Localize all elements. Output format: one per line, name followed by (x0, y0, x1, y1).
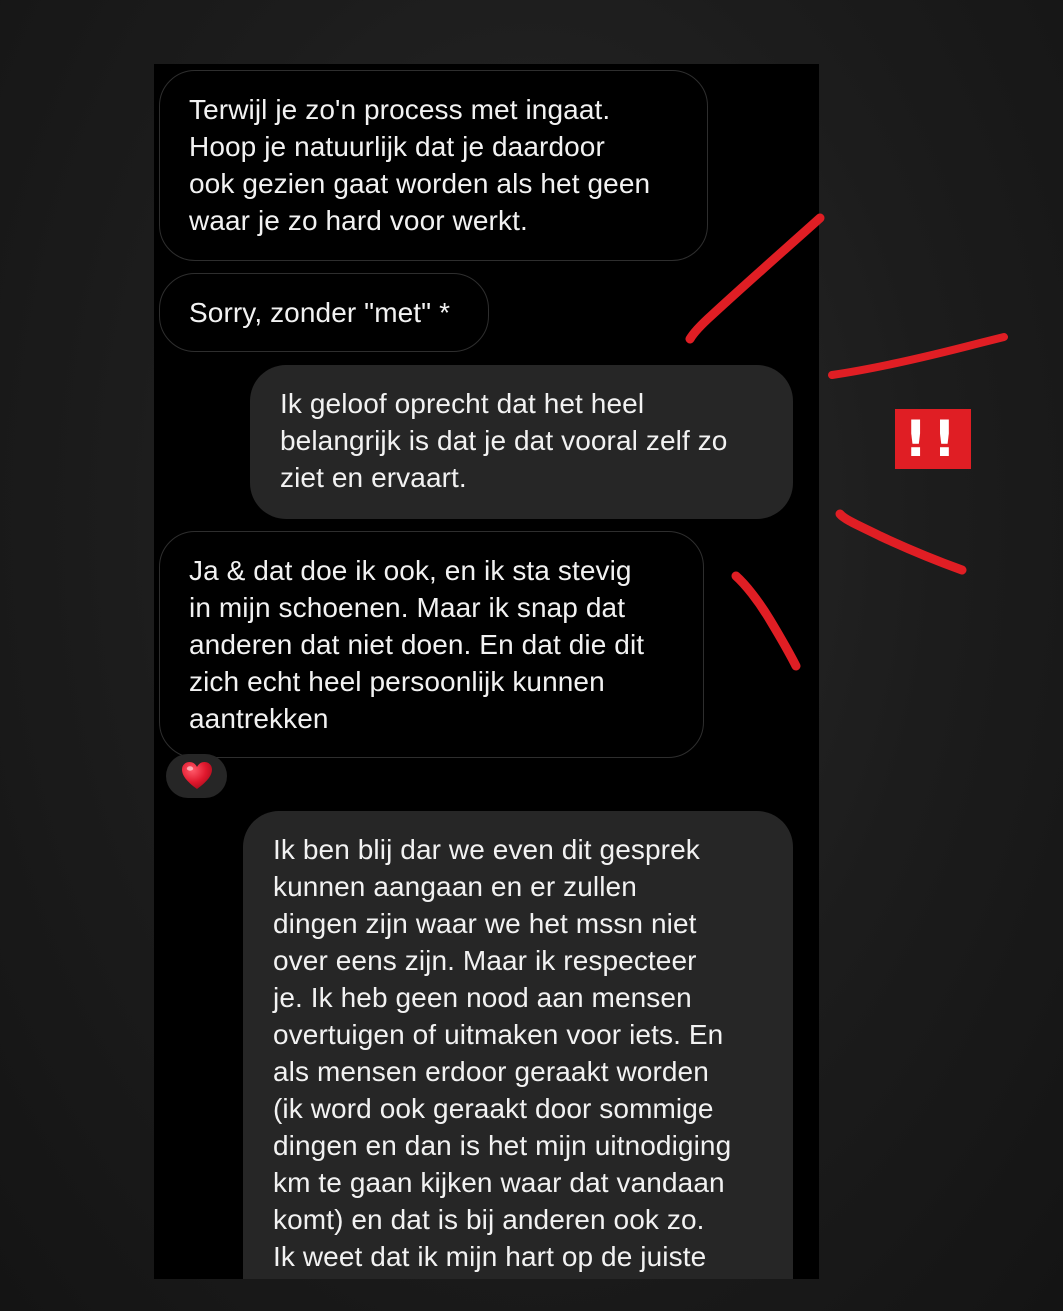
message-bubble-received[interactable]: Ja & dat doe ik ook, en ik sta stevig in mijn schoenen. Maar ik snap dat anderen dat niet doen. En dat die dit zich echt heel persoonlijk kunnen aantrekken (159, 531, 704, 758)
message-bubble-sent[interactable]: Ik geloof oprecht dat het heel belangrijk is dat je dat vooral zelf zo ziet en ervaart. (250, 365, 793, 519)
chat-screenshot (154, 64, 819, 1279)
heart-icon (181, 761, 213, 791)
alert-badge: !! (895, 409, 971, 469)
message-bubble-sent[interactable]: Ik ben blij dar we even dit gesprek kunnen aangaan en er zullen dingen zijn waar we het mssn niet over eens zijn. Maar ik respecteer je. Ik heb geen nood aan mensen overtuigen of uitmaken voor iets. En als mensen erdoor geraakt worden (ik word ook geraakt door sommige dingen en dan is het mijn uitnodiging km te gaan kijken waar dat vandaan komt) en dat is bij anderen ook zo. Ik weet dat ik mijn hart op de juiste (243, 811, 793, 1279)
heart-reaction[interactable] (166, 754, 227, 798)
message-bubble-received[interactable]: Sorry, zonder "met" * (159, 273, 489, 352)
message-bubble-received[interactable]: Terwijl je zo'n process met ingaat. Hoop je natuurlijk dat je daardoor ook gezien gaat worden als het geen waar je zo hard voor werkt. (159, 70, 708, 261)
